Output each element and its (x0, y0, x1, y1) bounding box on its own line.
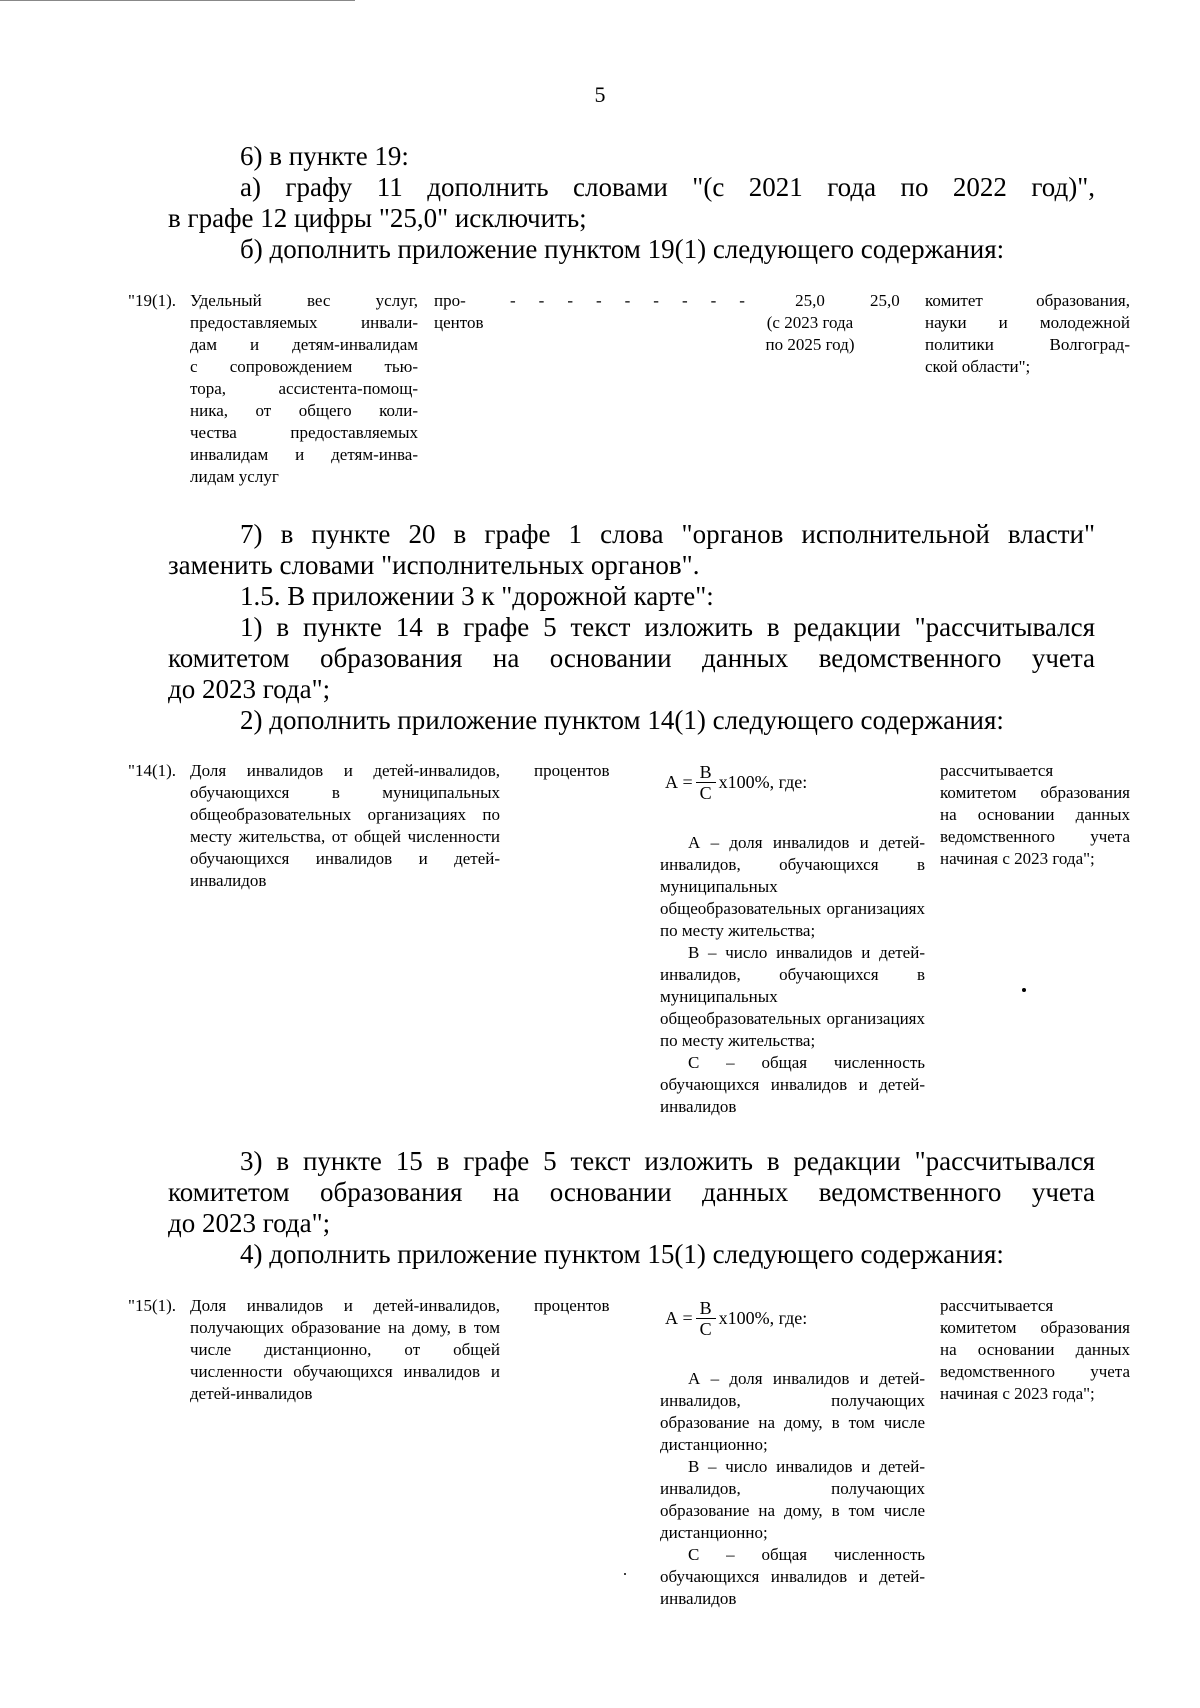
definition-a: А – доля инвалидов и детей-инвалидов, обучающихся в муниципальных общеобразовательных организациях по месту жительства; (660, 833, 925, 940)
empty-cell-dash: - (510, 291, 516, 310)
row-14-1-name: Доля инвалидов и детей-инвалидов, обучающихся в муниципальных общеобразовательных организациях по месту жительства, от общей численности обучающихся инвалидов и детей-инвалидов (190, 761, 500, 890)
name-line: лидам услуг (190, 467, 279, 486)
row-19-1-unit (434, 290, 504, 334)
unit-line: центов (434, 313, 484, 332)
section-1-5-heading: 1.5. В приложении 3 к "дорожной карте": (240, 581, 714, 611)
definition-b: В – число инвалидов и детей-инвалидов, получающих образование на дому, в том числе дистанционно; (660, 1457, 925, 1542)
row-14-1-unit: процентов (534, 761, 610, 780)
formula-fraction (696, 762, 716, 803)
row-15-1-method: рассчитывается комитетом образования на основании данных ведомственного учета начиная с 2023 года"; (940, 1296, 1130, 1403)
row-19-1-name (190, 290, 418, 488)
row-19-1-number: "19(1). (128, 291, 177, 310)
empty-cell-dash: - (710, 291, 717, 310)
empty-cell-dash: - (681, 291, 688, 310)
name-line: с сопровождением тью- (190, 357, 418, 376)
empty-cell-dash: - (567, 291, 573, 310)
item-3-end: до 2023 года"; (168, 1208, 331, 1238)
item-3-text: 3) в пункте 15 в графе 5 текст изложить в редакции "рассчитывался (240, 1146, 1095, 1176)
name-line: тора, ассистента-помощ- (190, 379, 418, 398)
item-4-text: 4) дополнить приложение пунктом 15(1) следующего содержания: (240, 1239, 1004, 1269)
row-15-1-number: "15(1). (128, 1296, 177, 1315)
col-11-note: по 2025 год) (765, 335, 855, 354)
section-1-5-item-2: 2) дополнить приложение пунктом 14(1) следующего содержания: (240, 705, 1004, 735)
section-1-5-item-1-end: до 2023 года"; (168, 674, 331, 704)
formula-rhs: х100%, где: (718, 772, 808, 792)
para-6a-continuation: в графе 12 цифры "25,0" исключить; (168, 203, 587, 233)
row-14-1-number: "14(1). (128, 761, 177, 780)
row-15-1-formula (665, 1298, 807, 1339)
row-14-1-method: рассчитывается комитетом образования на основании данных ведомственного учета начиная с 2023 года"; (940, 761, 1130, 868)
name-line: инвалидам и детям-инва- (190, 445, 418, 464)
responsible-line: комитет образования, (925, 291, 1130, 310)
row-15-1-unit: процентов (534, 1296, 610, 1315)
formula-lhs: А = (665, 772, 693, 792)
scan-speck (624, 1573, 626, 1575)
empty-cell-dash: - (595, 291, 602, 310)
unit-line: про- (434, 291, 466, 310)
para-6b-text: б) дополнить приложение пунктом 19(1) следующего содержания: (240, 234, 1005, 264)
scan-edge-line (0, 0, 355, 1)
row-15-1-name: Доля инвалидов и детей-инвалидов, получающих образование на дому, в том числе дистанционно, от общей численности обучающихся инвалидов и детей-инвалидов (190, 1296, 500, 1403)
section-1-5-item-1: 1) в пункте 14 в графе 5 текст изложить в редакции "рассчитывался (240, 612, 1095, 642)
name-line: Удельный вес услуг, (190, 291, 418, 310)
item-3-continuation: комитетом образования на основании данных ведомственного учета (168, 1177, 1095, 1207)
empty-cell-dash: - (624, 291, 631, 310)
page-number: 5 (594, 82, 606, 107)
name-line: чества предоставляемых (190, 423, 418, 442)
name-line: ника, от общего коли- (190, 401, 418, 420)
formula-numerator: В (696, 1298, 716, 1319)
formula-numerator: В (696, 762, 716, 783)
definition-b: В – число инвалидов и детей-инвалидов, обучающихся в муниципальных общеобразовательных организациях по месту жительства; (660, 943, 925, 1050)
row-19-1-responsible (925, 290, 1130, 378)
para-6a-text: а) графу 11 дополнить словами "(с 2021 года по 2022 год)", (240, 172, 1095, 202)
formula-fraction (696, 1298, 716, 1339)
formula-denominator: С (699, 783, 712, 803)
row-19-1-empty-columns (510, 290, 745, 312)
empty-cell-dash: - (538, 291, 545, 310)
row-14-1-definitions (660, 832, 925, 1118)
definition-c: С – общая численность обучающихся инвалидов и детей-инвалидов (660, 1545, 925, 1608)
row-14-1-formula (665, 762, 807, 803)
responsible-line: науки и молодежной (925, 313, 1130, 332)
row-19-1-col-11 (755, 290, 865, 356)
responsible-line: политики Волгоград- (925, 335, 1130, 354)
col-11-note: (с 2023 года (766, 313, 854, 332)
row-15-1-definitions (660, 1368, 925, 1610)
formula-rhs: х100%, где: (718, 1308, 808, 1328)
responsible-line: ской области"; (925, 357, 1031, 376)
para-6-heading: 6) в пункте 19: (240, 141, 409, 171)
formula-lhs: А = (665, 1308, 693, 1328)
name-line: предоставляемых инвали- (190, 313, 418, 332)
para-7-continuation: заменить словами "исполнительных органов". (168, 550, 700, 580)
row-19-1-col-12: 25,0 (870, 291, 900, 310)
scan-speck (1022, 988, 1026, 992)
definition-c: С – общая численность обучающихся инвалидов и детей-инвалидов (660, 1053, 925, 1116)
empty-cell-dash: - (653, 291, 659, 310)
section-1-5-item-1-cont: комитетом образования на основании данных ведомственного учета (168, 643, 1095, 673)
para-7-text: 7) в пункте 20 в графе 1 слова "органов исполнительной власти" (240, 519, 1095, 549)
col-11-value: 25,0 (795, 291, 825, 310)
formula-denominator: С (699, 1319, 712, 1339)
definition-a: А – доля инвалидов и детей-инвалидов, получающих образование на дому, в том числе дистанционно; (660, 1369, 925, 1454)
empty-cell-dash: - (739, 291, 745, 310)
name-line: дам и детям-инвалидам (190, 335, 418, 354)
